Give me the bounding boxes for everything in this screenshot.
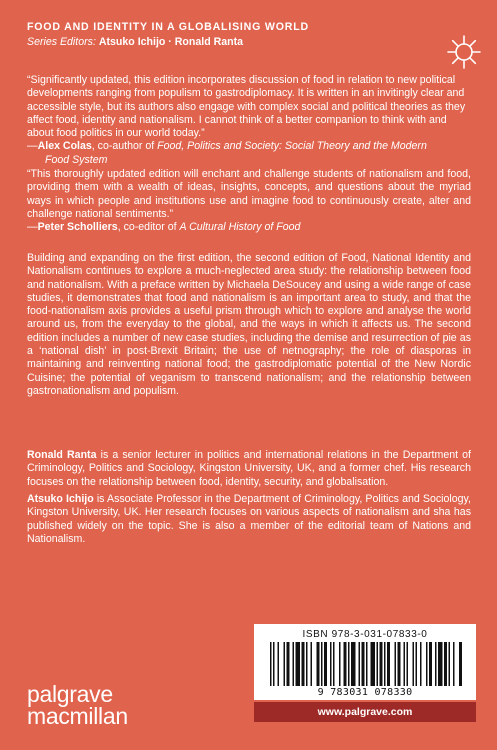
author-bio-ranta bbox=[27, 449, 471, 489]
quote-scholliers bbox=[27, 168, 471, 234]
quote-scholliers-work: A Cultural History of Food bbox=[179, 221, 301, 234]
publisher-url[interactable]: www.palgrave.com bbox=[254, 702, 476, 722]
barcode-bar bbox=[426, 642, 428, 686]
series-editors-label: Series Editors: bbox=[27, 36, 96, 48]
series-editors bbox=[27, 36, 243, 48]
isbn-barcode bbox=[254, 624, 476, 700]
quote-scholliers-text: “This thoroughly updated edition will enchant and challenge students of nationalism and food, providing them with a wealth of ideas, insights, concepts, and questions about the myriad ways in which people and institutions use and imagine food to continuously create, alter and challenge national sentiments.” bbox=[27, 168, 471, 220]
series-title: FOOD AND IDENTITY IN A GLOBALISING WORLD bbox=[27, 21, 309, 33]
author-bio-ichijo-text: is Associate Professor in the Department of Criminology, Politics and Sociology, Kingston University, UK. Her research focuses on various aspects of nationalism and sha has published widely on the topic. She is also a member of the editorial team of Nations and Nationalism. bbox=[27, 493, 472, 545]
publisher-line1: palgrave bbox=[27, 681, 113, 707]
barcode-bar bbox=[317, 642, 320, 686]
barcode-bar bbox=[302, 642, 305, 686]
author-name-ichijo: Atsuko Ichijo bbox=[27, 493, 94, 505]
barcode-bar bbox=[293, 642, 295, 686]
quote-colas-work-cont: Food System bbox=[45, 153, 108, 166]
barcode-bar bbox=[330, 642, 332, 686]
quote-scholliers-connector: , co-editor of bbox=[117, 221, 180, 234]
barcode-bar bbox=[429, 642, 432, 686]
palgrave-burst-icon bbox=[446, 34, 482, 70]
barcode-bar bbox=[435, 642, 437, 686]
barcode-bar bbox=[348, 642, 350, 686]
barcode-bars bbox=[266, 642, 464, 686]
barcode-bar bbox=[459, 642, 462, 686]
barcode-bar bbox=[449, 642, 451, 686]
barcode-bar bbox=[351, 642, 356, 686]
series-editors-names: Atsuko Ichijo · Ronald Ranta bbox=[98, 36, 244, 48]
barcode-bar bbox=[339, 642, 341, 686]
barcode-digits: 9 783031 078330 bbox=[317, 687, 413, 698]
quote-colas-connector: , co-author of bbox=[91, 140, 158, 153]
author-name-ranta: Ronald Ranta bbox=[27, 449, 97, 461]
barcode-bar bbox=[453, 642, 455, 686]
barcode-bar bbox=[306, 642, 308, 686]
author-bio-ichijo bbox=[27, 493, 471, 546]
isbn-label: ISBN 978-3-031-07833-0 bbox=[302, 629, 428, 640]
barcode-bar bbox=[284, 642, 286, 686]
barcode-bar bbox=[384, 642, 386, 686]
quote-dash: — bbox=[27, 221, 38, 234]
barcode-bar bbox=[444, 642, 447, 686]
barcode-bar bbox=[324, 642, 327, 686]
barcode-bar bbox=[413, 642, 415, 686]
quote-dash: — bbox=[27, 140, 38, 153]
barcode-bar bbox=[273, 642, 275, 686]
barcode-bar bbox=[333, 642, 335, 686]
quote-colas-attribution bbox=[27, 140, 471, 153]
barcode-bar bbox=[395, 642, 397, 686]
barcode-bar bbox=[371, 642, 376, 686]
quote-colas-author: Alex Colas bbox=[37, 140, 92, 153]
author-bio-ranta-text: is a senior lecturer in politics and international relations in the Department of Criminology, Politics and Sociology, Kingston University, UK, and a former chef. His research focuses on the relationship between food, identity, security, and globalisation. bbox=[27, 449, 472, 488]
book-description: Building and expanding on the first edition, the second edition of Food, National Identity and Nationalism continues to explore a much-neglected area study: the relationship between food and nationalism. With a preface written by Michaela DeSoucey and using a wide range of case studies, it demonstrates that food and nationalism is an important area to study, and that the food-nationalism axis provides a useful prism through which to explore and analyse the world around us, from the everyday to the global, and the ways in which it affects us. The second edition includes a number of new case studies, including the demise and resurrection of pie as a ‘national dish’ in post-Brexit Britain; the use of netnography; the role of diasporas in maintaining and reinventing national food; the gastrodiplomatic potential of the New Nordic Cuisine; the potential of veganism to transcend nationalism; and the relationship between gastronationalism and populism. bbox=[27, 252, 471, 397]
quote-colas bbox=[27, 74, 471, 167]
barcode-bar bbox=[311, 642, 313, 686]
barcode-bar bbox=[321, 642, 323, 686]
barcode-bar bbox=[407, 642, 409, 686]
publisher-line2: macmillan bbox=[27, 703, 128, 729]
quote-scholliers-author: Peter Scholliers bbox=[37, 221, 118, 234]
barcode-bar bbox=[362, 642, 365, 686]
barcode-bar bbox=[377, 642, 379, 686]
barcode-bar bbox=[270, 642, 272, 686]
quote-colas-text: “Significantly updated, this edition incorporates discussion of food in relation to new political developments ranging from populism to gastrodiplomacy. It is written in an invitingly clear and accessible style, but its authors also engage with complex social and political theories as they affect food, identity and nationalism. I cannot think of a better companion to think with and about food politics in our world today.” bbox=[27, 74, 466, 140]
barcode-bar bbox=[398, 642, 401, 686]
barcode-bar bbox=[438, 642, 443, 686]
barcode-bar bbox=[366, 642, 368, 686]
barcode-bar bbox=[359, 642, 361, 686]
barcode-bar bbox=[287, 642, 290, 686]
barcode-bar bbox=[278, 642, 280, 686]
barcode-bar bbox=[404, 642, 406, 686]
barcode-bar bbox=[420, 642, 422, 686]
publisher-logo bbox=[27, 683, 128, 727]
barcode-bar bbox=[344, 642, 347, 686]
quote-colas-work: Food, Politics and Society: Social Theory and the Modern bbox=[157, 140, 427, 153]
barcode-bar bbox=[416, 642, 418, 686]
quote-scholliers-attribution bbox=[27, 221, 471, 234]
barcode-bar bbox=[387, 642, 390, 686]
barcode-bar bbox=[380, 642, 383, 686]
barcode-bar bbox=[296, 642, 301, 686]
